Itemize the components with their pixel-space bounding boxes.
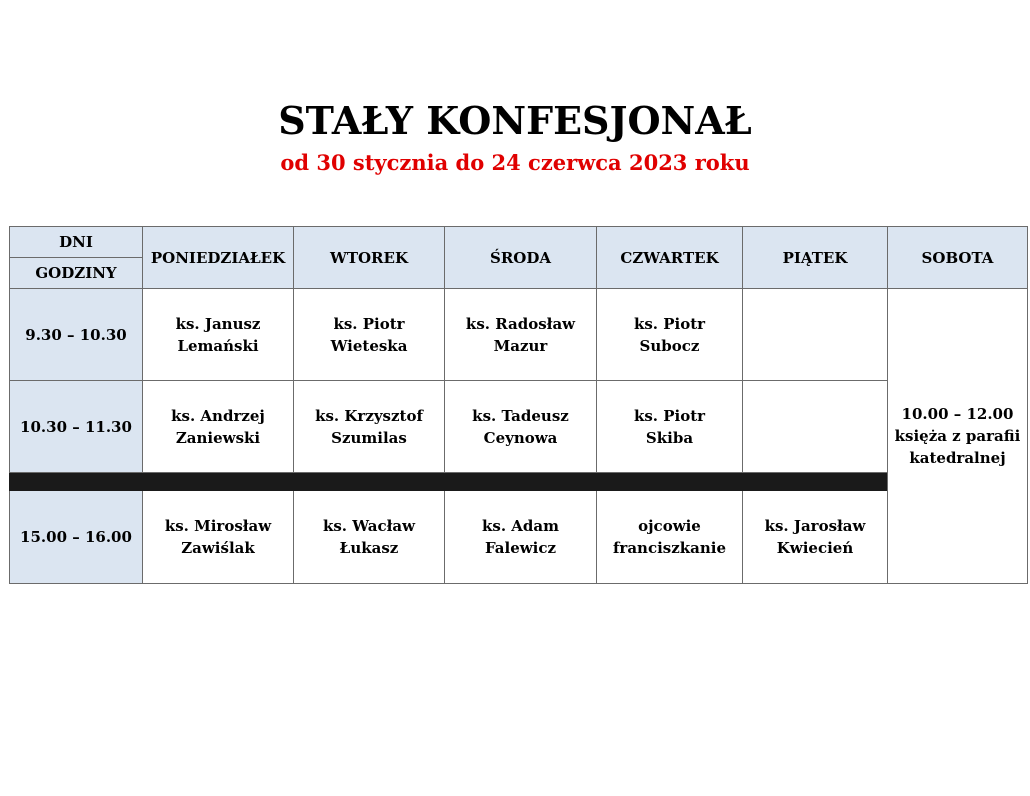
priest-cell: ojcowie franciszkanie [597,491,743,584]
priest-cell: ks. Janusz Lemański [143,289,294,381]
day-header-monday: PONIEDZIAŁEK [143,227,294,289]
priest-cell: ks. Radosław Mazur [445,289,597,381]
table-row [10,289,1028,381]
hours-cell: 9.30 – 10.30 [10,289,143,381]
separator-cell [10,473,143,491]
day-header-friday: PIĄTEK [743,227,888,289]
priest-cell: ks. Tadeusz Ceynowa [445,381,597,473]
page-title: STAŁY KONFESJONAŁ [278,98,752,143]
separator-cell [294,473,445,491]
corner-hours-label: GODZINY [10,258,143,289]
priest-cell: ks. Piotr Skiba [597,381,743,473]
table-row [10,491,1028,584]
priest-cell: ks. Mirosław Zawiślak [143,491,294,584]
priest-cell: ks. Krzysztof Szumilas [294,381,445,473]
hours-cell: 10.30 – 11.30 [10,381,143,473]
break-separator-row [10,473,1028,491]
separator-cell [143,473,294,491]
day-header-wednesday: ŚRODA [445,227,597,289]
page-subtitle: od 30 stycznia do 24 czerwca 2023 roku [280,150,750,175]
day-header-saturday: SOBOTA [888,227,1028,289]
separator-cell [445,473,597,491]
priest-cell: ks. Adam Falewicz [445,491,597,584]
separator-cell [597,473,743,491]
priest-cell: ks. Andrzej Zaniewski [143,381,294,473]
priest-cell: ks. Wacław Łukasz [294,491,445,584]
empty-cell [743,381,888,473]
confession-schedule-table [9,226,1028,584]
priest-cell: ks. Jarosław Kwiecień [743,491,888,584]
saturday-cell: 10.00 – 12.00 księża z parafii katedralnej [888,289,1028,584]
table-row [10,381,1028,473]
separator-cell [743,473,888,491]
priest-cell: ks. Piotr Subocz [597,289,743,381]
priest-cell: ks. Piotr Wieteska [294,289,445,381]
day-header-thursday: CZWARTEK [597,227,743,289]
empty-cell [743,289,888,381]
day-header-tuesday: WTOREK [294,227,445,289]
hours-cell: 15.00 – 16.00 [10,491,143,584]
corner-days-label: DNI [10,227,143,258]
